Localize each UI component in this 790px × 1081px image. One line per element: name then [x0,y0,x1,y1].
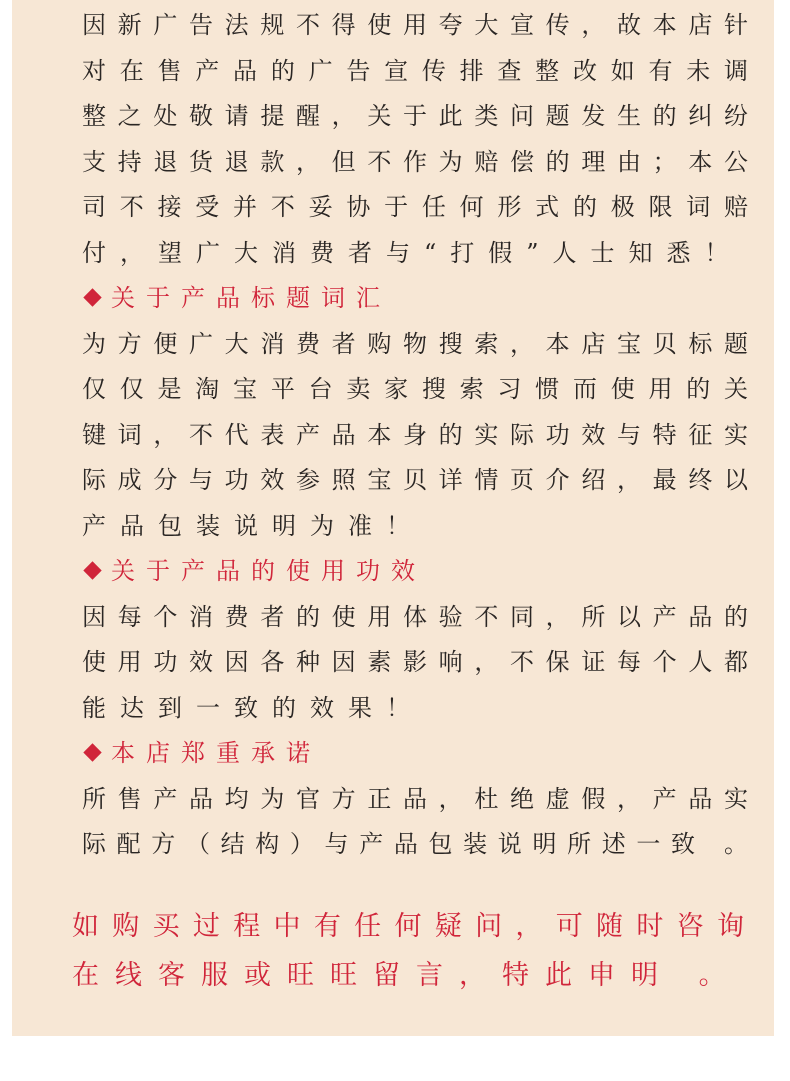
notice-content [82,3,750,868]
section-line: 仅仅是淘宝平台卖家搜索习惯而使用的关 [82,375,750,403]
closing-line: 如购买过程中有任何疑问，可随时咨询 [72,911,746,942]
section-line: 为方便广大消费者购物搜索，本店宝贝标题 [82,329,750,358]
closing-statement [72,902,746,1000]
diamond-icon [83,743,101,761]
section-line: 能达到一致的效果！ [82,693,424,722]
section-heading-text: 本店郑重承诺 [111,739,321,767]
section-heading-text: 关于产品标题词汇 [111,284,391,312]
notice-panel [12,0,774,1036]
intro-line: 对在售产品的广告宣传排查整改如有未调 [82,56,750,85]
section-product-title-terms [82,276,750,549]
intro-line: 支持退货退款，但不作为赔偿的理由；本公 [82,147,750,176]
closing-line: 在线客服或旺旺留言，特此申明 。 [72,960,742,991]
section-line: 产品包装说明为准！ [82,511,424,540]
intro-line: 司不接受并不妥协于任何形式的极限词赔 [82,193,750,221]
section-product-effects [82,549,750,731]
intro-paragraph [82,3,750,276]
section-line: 因每个消费者的使用体验不同，所以产品的 [82,602,750,631]
section-heading [82,731,750,777]
section-heading [82,276,750,322]
intro-line: 付，望广大消费者与“打假”人士知悉！ [82,238,743,267]
section-store-promise [82,731,750,868]
intro-line: 整之处敬请提醒，关于此类问题发生的纠纷 [82,102,750,130]
section-line: 际成分与功效参照宝贝详情页介绍，最终以 [82,466,750,494]
section-heading [82,549,750,595]
section-heading-text: 关于产品的使用功效 [111,557,426,585]
section-line: 使用功效因各种因素影响，不保证每个人都 [82,648,750,676]
section-line: 际配方（结构）与产品包装说明所述一致 。 [82,830,750,858]
section-line: 所售产品均为官方正品，杜绝虚假，产品实 [82,784,750,813]
diamond-icon [83,561,101,579]
diamond-icon [83,288,101,306]
section-line: 键词，不代表产品本身的实际功效与特征实 [82,420,750,449]
intro-line: 因新广告法规不得使用夸大宣传，故本店针 [82,11,750,39]
